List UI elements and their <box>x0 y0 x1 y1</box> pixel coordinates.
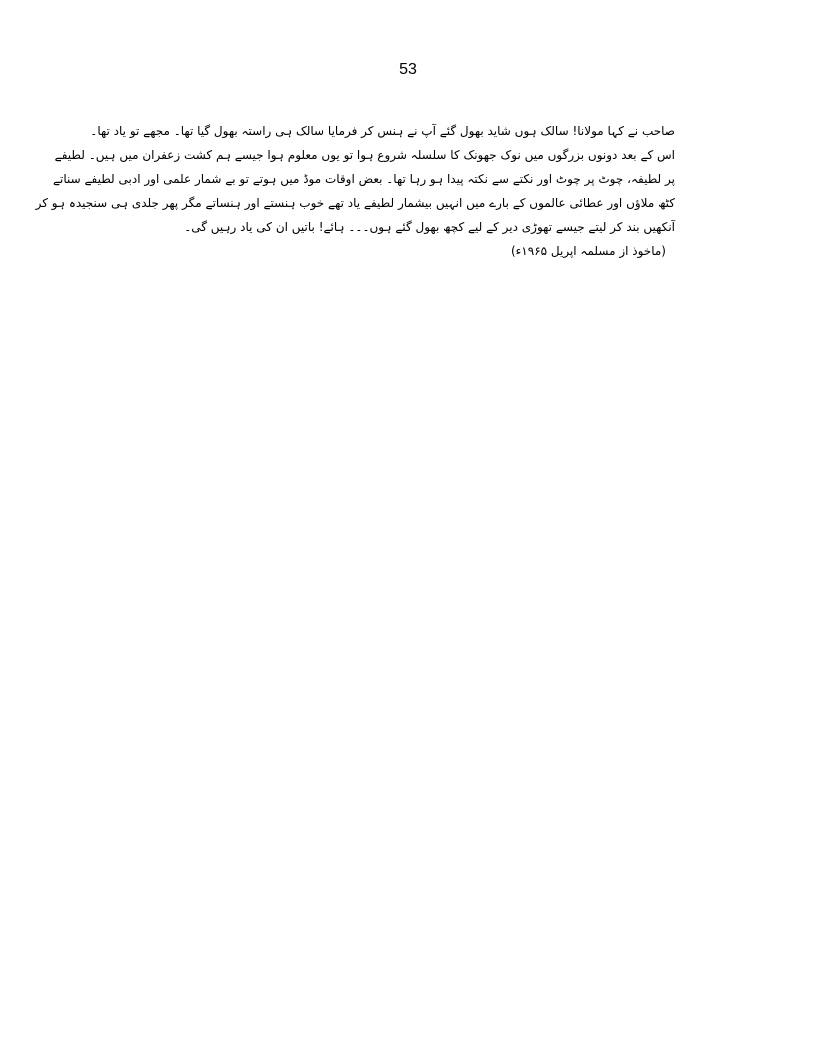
text-line: پر لطیفہ، چوٹ پر چوٹ اور نکتے سے نکتہ پیدا ہو رہا تھا۔ بعض اوقات موڈ میں ہوتے تو بے شمار علمی اور ادبی لطیفے سناتے <box>52 172 675 186</box>
text-line: کٹھ ملاؤں اور عطائی عالموں کے بارے میں انہیں بیشمار لطیفے یاد تھے خوب ہنستے اور ہنساتے مگر پھر جلدی ہی سنجیدہ ہو کر <box>35 196 675 210</box>
text-line: اس کے بعد دونوں بزرگوں میں نوک جھونک کا سلسلہ شروع ہوا تو یوں معلوم ہوا جیسے ہم کشت زعفران میں ہیں۔ لطیفے <box>54 148 675 162</box>
text-line: آنکھیں بند کر لیتے جیسے تھوڑی دیر کے لیے کچھ بھول گئے ہوں۔۔۔ ہائے! باتیں ان کی یاد رہیں گی۔ <box>184 220 675 234</box>
text-line: صاحب نے کہا مولانا! سالک ہوں شاید بھول گئے آپ نے ہنس کر فرمایا سالک ہی راستہ بھول گیا تھا۔ مجھے تو یاد تھا۔ <box>90 124 675 138</box>
source-citation: (ماخوذ از مسلمہ اپریل ۱۹۶۵ء) <box>510 244 666 258</box>
page-number: 53 <box>399 61 417 78</box>
urdu-text-block <box>35 119 675 263</box>
